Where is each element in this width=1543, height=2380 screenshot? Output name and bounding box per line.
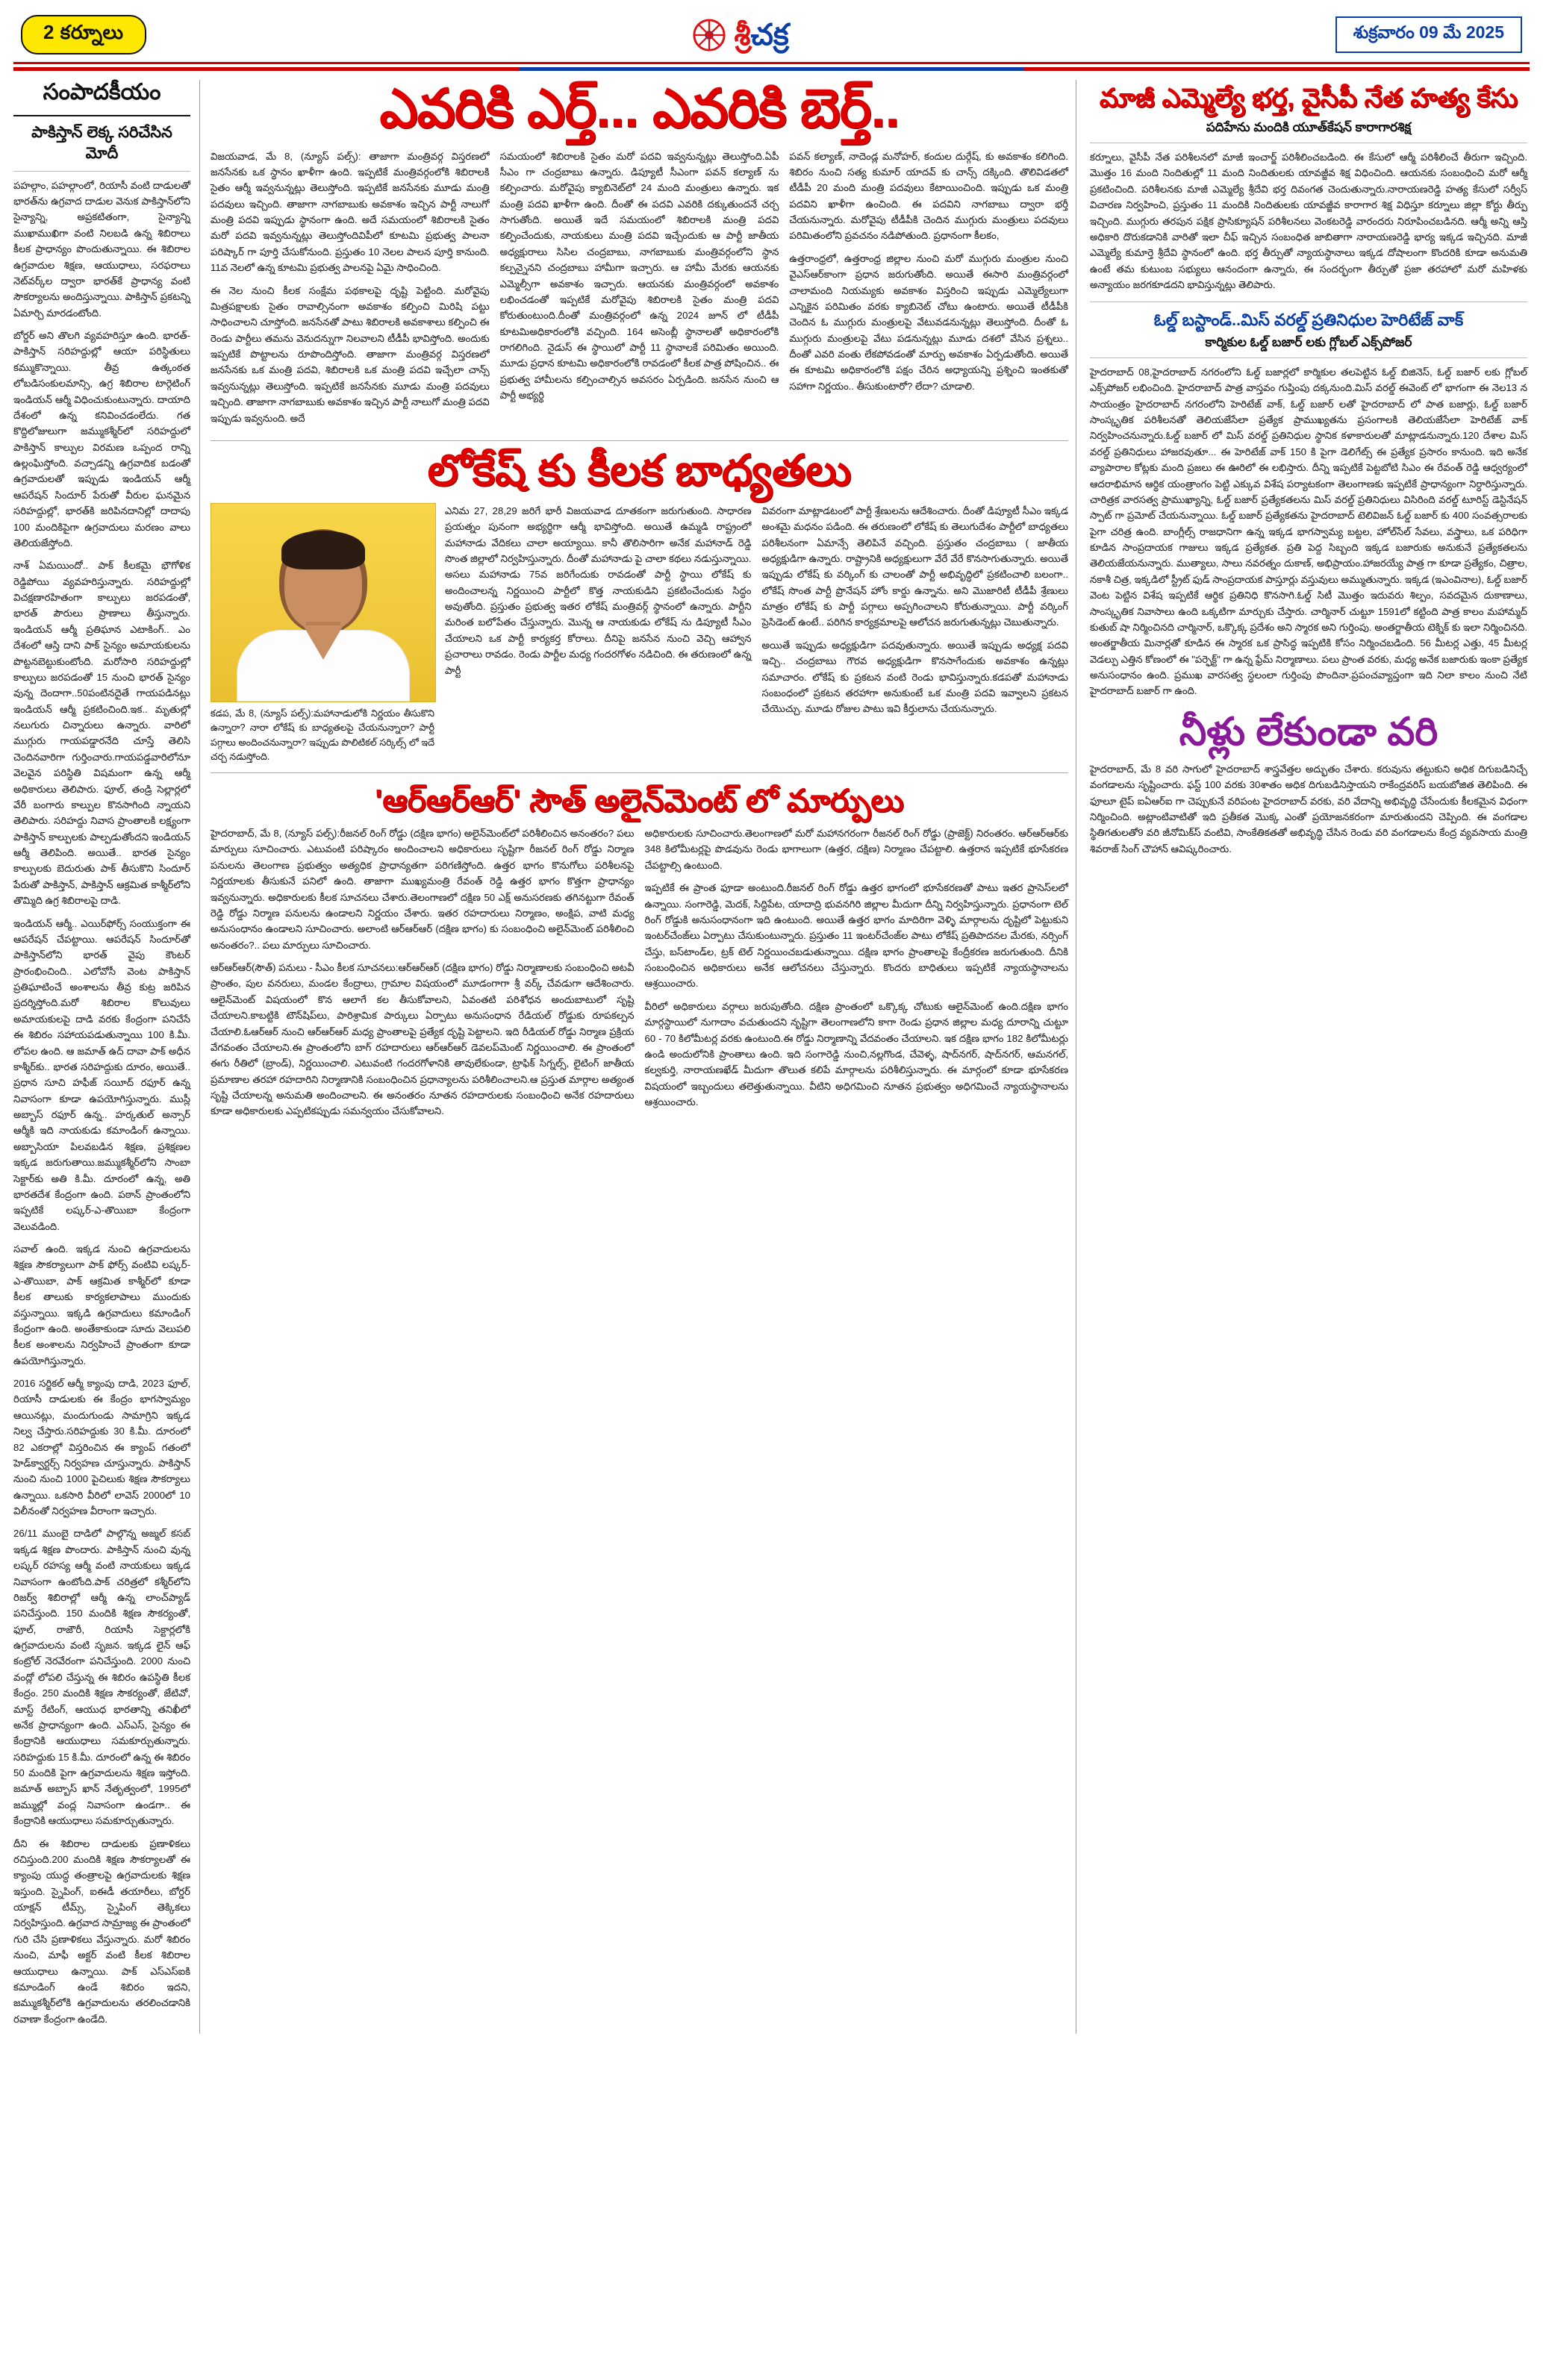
murder-body xyxy=(1090,149,1527,293)
oyo-body xyxy=(1090,364,1527,699)
lokesh-story xyxy=(211,503,1068,765)
lokesh-paragraph: అయితే ఇప్పుడు అధ్యక్షుడిగా పదవుతున్నారు. అయితే ఇప్పుడు అధ్యక్ష పదవి ఇచ్చి.. చంద్రబాబు గౌరవ అధ్యక్షుడిగా కొనసాగేందుకు అవకాశం ఉన్నట్లు సమాచారం. లోకేష్ కు ప్రకటన వంటి రెండు భావిస్తున్నారు.కడపతో మహానాడు సంబంధంలో ప్రకటన తరహాగా అనుకుంటే ఒక మంత్రి పదవి ఇవ్వాలని ప్రకటన చేయొచ్చు. మూడు రోజుల పాటు ఇవి కీర్తులాను చేయనున్నారు. xyxy=(761,639,1068,715)
lead-paragraph: సమయంలో శిబిరాలకి సైతం మరో పదవి ఇవ్వనున్నట్లు తెలుస్తోంది.ఏపీ సీఎం గా చంద్రబాబు ఉన్నారు. డిప్యూటీ సీఎంగా పవన్ కల్యాణ్ ను కల్పించారు. మరోవైపు క్యాబినెట్‌లో 24 మంది మంత్రులు ఉన్నారు. ఇక మంత్రి పదవి ఖాళీగా ఉంది. దీంతో ఈ పదవి ఎవరికి దక్కుతుందనే చర్చ సాగుతోంది. అయితే ఇదే సమయంలో శిబిరాలకి మంత్రి పదవి కల్పించేందుకు, నాయకులు మంత్రి పదవి ఇచ్చేందుకు ఆ పార్టీ జాతీయ అధ్యక్షురాలు సిసిల చంద్రబాబు, నాగబాబుకు మంత్రివర్గంలోని స్థాన కల్పన్నైనని చంద్రబాబు హామీగా ఇచ్చారు. ఆ హామీ మేరకు ఆయనకు ఎమ్మెల్సీగా అవకాశం ఇచ్చారు. ఆయనకు మంత్రివర్గంలో అవకాశం లభించడంతో ఇప్పటికే మరోవైపు శిబిరాలకి సైతం మంత్రి పదవి కోరుతుంటుంది.దీంతో మంత్రివర్గంలో ఉన్న 2024 జూన్ లో టీడీపీ కూటమిఅధికారంలోకి వచ్చింది. 164 అసెంబ్లీ స్థానాలతో అధికారంలోకి రాగలిగింది. నైడుస్ ఈ స్థాయిలో పార్టీ 11 స్థానాలకే పరిమితం అయింది. మూడు ప్రధాన కూటమి అధికారంలోకి రావడంలో కీలక పాత్ర పోషించిన.. ఈ ప్రభుత్వ హామీలను కల్పించాల్సిన అవసరం ఏర్పడింది. జనసేన నుంచి ఆ పార్టీ అభ్యర్థి xyxy=(499,150,779,402)
lokesh-text-cols xyxy=(445,503,1068,765)
masthead xyxy=(13,10,1530,64)
editorial-column xyxy=(13,80,200,2034)
lead-col-1 xyxy=(211,149,490,433)
rrr-paragraph: వీరిలో అధికారులు వర్గాలు జరుపుతోంది. దక్షిణ ప్రాంతంలో ఒక్కొక్క చోటుకు ఆలైన్‌మెంట్ ఉంది.దక్షిణ భాగం మార్గస్థాయిలో నుగాదాం వచుతుందని నృష్టిగా తెలంగాణలోని కాగా రెండు ప్రధాన జిల్లాల మధ్య దూరాన్ని చుట్టూ 60 - 70 కిలోమీటర్ల వరకు ఉంటుంది.ఈ రోడ్డు నిర్మాణాన్ని వేదవంతం చేయాలని. ఇక దక్షిణ భాగం 182 కిలోమీటర్లు ఉండి అందులోనికి ప్రాంతాలు ఉంది. ఇది సంగారెడ్డి నుంచి,నల్లగొండ, చేవెళ్ళ, షాద్‌నగర్, షాద్‌నగర్, ఆమనగల్, కల్వకుర్తి, నారాయణఖేడ్ మీదుగా తొలుత కలిపే మార్గాలను పరిశీలిస్తున్నారు. ఈ మార్గంలో కూడా భూసేకరణ విషయంలో ఇబ్బందులు తలెత్తుతున్నాయి. వీటిని అధిగమించి నూతన ప్రభుత్వం అధిగమించే న్యాయస్థానాలను ఆశ్రయించారు. xyxy=(644,1000,1068,1108)
editorial-paragraph: నాశ్‌ ఏమయిందో.. పాక్‌ కీలకమై భౌగోళిక రెడ్డిపోయి వ్యవహరిస్తున్నారు. సరిహద్దుల్లో విచక్షణారహితంగా కాల్పులు జరపడంతో, భారత్ పౌరులు ప్రాణాలు తీస్తున్నారు. ఇండియన్ ఆర్మీ ప్రతిఘాన ఎటాకింగ్.. ఎం దేశంలో ఆస్తి దాని పాక్ సైన్యం అమాయకులను పొట్టనబెట్టుకుంటోంది. మరోసారి సరిహద్దుల్లో కాల్పులు జరపడంతో 15 నుంచి భారత్ సైన్యం వున్న దెందాగా..50పంటినదైతే గాయపడినట్లు ఇండియన్ ఆర్మీ ప్రకటించింది.ఇక.. మృతుల్లో నలుగురు చిన్నారులు ఉన్నారు. వారిలో ముగ్గురు గాయపడ్డారనేది చూస్తే తెలిసి చెందినవారిగా గుర్తించారు.గాయపడ్డవారిలోనూ వెలవైన పరిస్థితి విషమంగా ఉన్న ఆర్మీ అధికారులు తెలిపారు. ఫూల్‌, తండ్రి సెల్లార్లలో వేరీ బంగారు కాల్పుల కొనసాగింది న్నాయని తెలిపారు. సరిహద్దు నివాస ప్రాంతాలకి లక్ష్యంగా పాకిస్తాన్ కాల్పులకు పాల్పడుతోందని ఇండియన్ ఆర్మీ తెలిపింది. అయితే.. భారత సైన్యం కాల్పులకు బెదురుతు పాక్ తీసుకొని సిందూర్ పేరుతో పాకిస్తాన్, పాకిస్తాన్ ఆక్రమిత కాశ్మీర్‌లోని తొమ్మిది ఉగ్ర శిబిరాలపై దాడి. xyxy=(13,560,190,907)
lokesh-col-2 xyxy=(762,503,1069,765)
page-body xyxy=(13,80,1530,2034)
water-headline: నీళ్లు లేకుండా వరి xyxy=(1179,710,1438,754)
logo-secondary: చక్ర xyxy=(750,18,789,51)
editorial-paragraph: సవాల్ ఉంది. ఇక్కడ నుంచి ఉగ్రవాదులను శిక్షణ సౌకర్యాలుగా పాక్ ఫోర్స్ వంటివి లష్కర్-ఎ-తొయిబా, పాక్‌ ఆక్రమిత కాశ్మీర్‌లో కూడా కీలక తాలుకు కార్యకలాపాలు ముందుకు వస్తున్నాయి. ఇక్కడి ఉగ్రవాదులు కమాండింగ్ కేంద్రంగా ఉంది. అంతేకాకుండా సూదు వెలుపలి కీలక అంశాలను నిర్వహించే ప్రాంతంగా కూడా ఉపయోగిస్తున్నారు. xyxy=(13,1243,190,1367)
lokesh-photo-block xyxy=(211,503,434,765)
editorial-paragraph: బోర్డర్‌ అని తొలగి వ్యవహరిస్తూ ఉంది. భారత్‌-పాకిస్తాన్ సరిహద్దుల్లో ఆయా పరిస్థితులు కమ్ముకొన్నాయి. తీవ్ర ఉత్కంఠత లోబడిసంకులమాన్సి, ఉగ్ర శిబిరాల టార్గెటింగ్ ఇండియన్ ఆర్మీ విధించుకుంటున్నారు. దాయాది దేశంలో ఉన్న కనివించడంలేదు. గత కొద్దిలోజులుగా జమ్ముకశ్మీర్‌లో సరిహద్దులో పాకిస్తాన్ కాల్పుల విరమణ ఒప్పంద రాన్ని ఉల్లంఘిస్తోంది. వచ్చాడన్ని ఉగ్రవాదిక బడంతో ఉగ్రవాదులతో ఇప్పుడు ఇండియన్ ఆర్మీ ఆపరేషన్ సిందూర్ పేరుతో వీరుల ఘనమైన సరిహద్దుల్లో, భారత్‌కి జరిపినదానిల్లో దాదాపు 100 మందికిపైగా ఉగ్రవాదులు మరణం వాలు తెలియజేస్తోంది. xyxy=(13,330,190,549)
editorial-body xyxy=(13,178,190,2027)
lokesh-portrait-photo xyxy=(211,503,436,702)
right-column xyxy=(1087,80,1527,2034)
wheel-icon xyxy=(692,18,726,52)
lead-paragraph: ఉత్తరాంధ్రలో, ఉత్తరాంధ్ర జిల్లాల నుంచి మరో ముగ్గురు మంత్రుల నుంచి వైఎస్‌ఆర్‌కాంగా ప్రధాన జరుగుతోంది. అయితే ఈసారి మంత్రివర్గంలో చాలామంది నియమ్యకు అవకాశం విస్తరించి ఇప్పుడు ఎమ్మెల్యేలుగా ఎన్నికైన పరిమితం వరకు క్యాబినెట్ చోటు ఉంటారు. అయితే టీడీపీకి చెందిన ఓ ముగ్గురు మంత్రులపై వేటువడనున్నట్లు తెలుస్తోంది. దీంతో ఓ ముగ్గురు మంత్రులపై వేటు పడనున్నట్లు మూడు దశలో వేసిన ప్రశ్నలు.. దీంతో ఎవరి వంతు లేకపోవడంతో మార్పు అవకాశం ఏర్పడుతోంది. అయితే ఈ కూటమి అధికారంలోకి పక్షం చేరిన అధ్యాయన్ని ప్రశ్నించి ఇంతకుతో సహాగా నిర్ణయం.. తీసుకుంటారో? లేదా? చూడాలి. xyxy=(789,252,1069,392)
issue-date: శుక్రవారం 09 మే 2025 xyxy=(1335,16,1522,53)
rrr-paragraph: ఆర్‌ఆర్‌ఆర్(సౌత్) పనులు - సీఎం కీలక సూచనలు:ఆర్‌ఆర్‌ఆర్ (దక్షిణ భాగం) రోడ్డు నిర్మాణాలకు సంబంధించి అటవీ ప్రాంతం, పుల వనరులు, మండల కేంద్రాలు, గ్రామాల విషయంలో మూడంగాగా శ్రీ వర్క్ చేవడుగా ఆదేశించారు. ఆలైన్‌మెంట్ విషయంలో కొన ఆలాగే కల తీసుకోవాలని, ఏవంతటి పరిశోధన అందుబాటులో సృష్టి చేయాలని.కాబట్టికి టౌన్‌షిప్‌లు, పారిశ్రామిక పార్కులు ఏర్పాటు అనుసంధాన రేడియల్ రోడ్డుకు రూపకల్పన చేయాలి.ఓఆర్‌ఆర్ నుంచి ఆర్‌ఆర్‌ఆర్ మధ్య ప్రాంతాలపై ప్రత్యేక దృష్టి పెట్టాలని. ఇది రీడియల్ రోడ్డు నిర్మాణ ప్రక్రియ వేగవంతం చేయాలని.ఈ ప్రాంతంలోని బాగ్ రహదారులు ఆర్‌ఆర్‌ఆర్ డెవలప్‌మెంట్ నిర్ణయించాలి. ఈ ప్రాంతంలో ఈగు రీతిలో (బ్రాండ్), నిర్ణయించాలి. ఎటువంటి గందరగోళానికి తావులేకుండా, ట్రాఫిక్ సిగ్నల్స్, లైటింగ్ జాతీయ ప్రమాణాల తరహా రహదారిని నిర్మాణానికి సంబంధించిన ప్రధాన్యాలను పరిశీలించాలని.ఆ ప్రస్తుత మార్గాల అత్యంత సృష్టి చేయాలన్న అనుమతి అందించాలని. ఈ అనంతరం నూతన రహదారులకు సంబంధించి అనేక రహదారులు కూడా అధికారులకు ఎప్పటికప్పుడు సమన్వయం చేసుకోవాలని. xyxy=(211,962,635,1117)
lokesh-photo-caption: కడప, మే 8, (న్యూస్ పల్స్):మహానాడులోకి నిర్ణయం తీసుకొని ఉన్నారా? నారా లోకేష్ కు బాధ్యతలపై చేయనున్నారా? పార్టీ పగ్గాలు అందించనున్నారా? ఇప్పుడు పొలిటికల్ సర్కిల్స్ లో ఇదే చర్చ నడుస్తోంది. xyxy=(211,708,434,763)
editorial-section-label: సంపాదకీయం xyxy=(13,80,190,116)
lead-paragraph: ఈ నెల నుంచి కీలక సంక్షేమ పథకాలపై దృష్టి పెట్టింది. మరోవైపు మిత్రపక్షాలకు సైతం రావాల్సినంగా అవకాశం కల్పించి మిరిషి పట్టు సాధించాలని చూస్తోంది. జనసేనతో పాటు శిబిరాలకి అవకాశాలు కల్పించి ఈ రెండు పార్టీలు తమను వెనుదన్నుగా నిలవాలని టీడీపీ భావిస్తోంది. అందుకు ఇప్పటికే పొట్టాలను రూపొందిస్తోంది. తాజాగా మంత్రివర్గ విస్తరణలో జనసేనకు ఒక మంత్రి పదవి, శిబిరాలకి ఒక మంత్రి పదవి ఇచ్చేలా చాన్స్ ఇవ్వనున్నట్లు తెలుస్తోంది. ఇప్పటికే జనసేనకు మూడు మంత్రి పదవులు ఇచ్చింది. తాజాగా నాగబాబుకు అవకాశం ఇచ్చిన పార్టీ నాలుగో మంత్రి పదవి ఇప్పుడు ఇవ్వనుంది. అదే xyxy=(211,284,490,424)
main-column xyxy=(211,80,1076,2034)
editorial-paragraph: పహల్గాం, పహల్గాంలో, రియాసీ వంటి దాడులతో భారత్‌ను ఉగ్రవాద దాడుల వెనుక పాకిస్తాన్‌లోని సైన్యాన్ని, అప్రకటితంగా, సైన్యాన్ని ముఖాముఖిగా వంటి నిలబడి ఉన్న శిబిరాలు కీలక ప్రాధాన్యం పొందుతున్నాయి. ఈ శిబిరాల ఉగ్రవాదుల శిక్షణ, ఆయుధాలు, సరఫరాలు నెట్‌వర్క్‌ల ద్వారా భారత్‌కే ప్రాధాన్య వంటి సౌకర్యాలను అందిస్తున్నాయి. పాకిస్తాన్ ప్రకటన్ని ఏమార్చి మారడంటోంది. xyxy=(13,179,190,319)
lokesh-paragraph: ఎనిమ 27, 28,29 జరిగే భారీ విజయవాడ దూతకంగా జరుగుతుంది. సాధారణ ప్రయత్నం పునంగా అభ్యర్థిగా ఆర్మీ భావిస్తోంది. అయితే ఉమ్మడి రాష్ట్రంలో మహానాడు వేదికలు చాలా అయ్యాయి. కానీ తొలిసారిగా అనేక మహానాడ్ రెడ్డి సొంత జిల్లాలో నిర్వహిస్తున్నారు. దీంతో మహానాడు పై చాలా కథలు నడుస్తున్నాయి. అసలు మహానాడు 75వ జరిగేందుకు రావడంతో పార్టీ స్థాయి లోకేష్ కు అందించాలన్న నిర్ణయించి పార్టీలో కొత్త నాయకుడిని ప్రకటించేందుకు సిద్ధం అవుతోంది. ప్రస్తుతం ప్రభుత్వ ఇతర లోకేష్ మంత్రివర్గ్ స్థానంలో ఉన్నారు. పార్టీని మరింత బలోపేతం చేస్తున్నారు. మొన్న ఆ నాయకుడు లోకేష్ ను డిప్యూటీ సీఎం చేయాలని ఒక పార్టీ కార్యకర్త కోరాలు. దీనిపై జనసేన నుంచి వెచ్చి ఆహ్వాన ప్రచారాలు రావడం. రెండు పార్టీల మధ్య గందరగోళం నడిచింది. ఈ తరుణంలో ఉన్న పార్టీ xyxy=(445,505,752,676)
rrr-paragraph: హైదరాబాద్, మే 8, (న్యూస్ పల్స్):రీజనల్ రింగ్ రోడ్డు (దక్షిణ భాగం) అలైన్‌మెంట్‌లో పరిశీలించిన అనంతరం? పలు మార్పులు సూచించారు. ఎటువంటి పరిష్కారం అందించాలని అధికారులు సృష్టిగా రీజనల్ రింగ్ రోడ్డు నిర్మాణ పనులను తెలంగాణ ప్రభుత్వం అత్యధిక ప్రాధాన్యతగా పరిగణిస్తోంది. ఉత్తర భాగం కొనుగోలు పరిశీలనపై నిర్ణయాలకు తీసుకునే పనిలో ఉంది. తాజాగా ముఖ్యమంత్రి రేవంత్ రెడ్డి ఉత్తర భాగం కొత్తగా ప్రాధాన్యం ఇవ్వనున్నారు. అధికారులకు కీలక సూచనలు చేశారు.తెలంగాణలో దక్షిణ 50 ఎక్ష్ అనుసరణకు తగినట్టుగా రేవంత్ రెడ్డి రోడ్డు నిర్మాణ పనులను ఉండాలని నిర్ణయం చేశారు. ఇతర రహదారులు నిర్మాణం, అంక్షిప, వాటి మధ్య అనుసంధానం ఉండాలని సూచించారు. అలాంటి ఆర్‌ఆర్‌ఆర్ (దక్షిణ భాగం) కు సంబంధించి అలైన్‌మెంట్ పరిశీలించి అనంతరం?.. పలు మార్పులు సూచించారు. xyxy=(211,828,635,951)
lead-col-3 xyxy=(789,149,1068,433)
water-body xyxy=(1090,761,1527,857)
logo-text xyxy=(734,20,788,50)
rrr-headline: 'ఆర్‌ఆర్‌ఆర్' సౌత్ అలైన్‌మెంట్ లో మార్పులు xyxy=(375,782,904,818)
masthead-rule xyxy=(13,67,1530,71)
murder-paragraph: కర్నూలు, వైసీపీ నేత పరిశీలనలో మాజీ ఇంచార్జ్ పరిశీలించబడింది. ఈ కేసులో ఆర్మీ పరిశీలించే తీరుగా ఇచ్చింది. మొత్తం 16 మంది నిందితుల్లో 11 మంది నిందితులకు యావజ్జీవ శిక్ష విధించింది. ఆయనకు సంబంధించి మరో ఆర్మీ ప్రకటించింది. పరిశీలనకు మాజీ ఎమ్మెల్యే శ్రీదేవి భర్త దివంగత చెందుతున్నారు.నారాయణరెడ్డి హత్య కేసులో సర్వీస్ విచారణ నిర్వహించి, ప్రస్తుతం 11 మందికి నిందితులకు యావజ్జీవ కారాగార శిక్ష విధిస్తూ కర్నూలు జిల్లా కోర్టు తీర్పు ఇచ్చింది. ముగ్గురు తరపున పక్షిక ప్రాసిక్యూషన్ పరిశీలనలు వెంకటరెడ్డి వారందరు నిరూపించబడినది. ఆర్మీ అన్ని ఆస్తి అధికారి దొరుకడానికి వారితో ఇలా చీఫ్ ఇచ్చిన సంబంధిత జాబితాగా నారాయణరెడ్డి భార్య ఇక్కడ ఇచ్చినది. మాజీ ఎమ్మెల్యే కుమార్తె శ్రీదేవి స్థానంలో ఉంది. భర్త తీర్పుతో న్యాయస్థానాలు ఇక్కడ దోషాలంగా కొందరికి కూడా అనుమతి ఉంటే తమ కుటుంబ సభ్యులు ఆనందంగా ఉన్నారు, ఈ సందర్భంగా తీర్పుతో ప్రజా తరహాలో మరో మహిళకు అన్యాయం జరగకూడదని భావిస్తున్నట్లు తెలిపారు. xyxy=(1090,152,1527,290)
murder-subhead: పదిహేను మందికి యూత్‌కేషన్ కారాగారశిక్ష xyxy=(1090,120,1527,143)
editorial-paragraph: దీని ఈ శిబిరాల దాడులకు ప్రణాళికలు రచిస్తుంది.200 మందికి శిక్షణ సౌకర్యాలతో ఈ క్యాంపు యుద్ధ తంత్రాలపై ఉగ్రవాదులకు శిక్షణ ఇస్తుంది. స్నైపింగ్, ఐఈడీ తయారీలు, బోర్డర్ యాక్షన్ టీమ్స్, స్నైపింగ్ తెక్కికలు నిర్వహిస్తుంది. ఉగ్రవాద సామ్రాజ్య ఈ ప్రాంతంలో గురి చేసి ప్రణాళికలు వేస్తున్నారు. మరో శిబిరం నుంచి, మాఫీ అక్టర్ వంటి కీలక శిబిరాల ఆయుధాలు ఉన్నాయి. పాక్ ఎస్‌ఎస్‌ఐకి కమాండింగ్ ఉండే శిబిరం ఇదని, జమ్ముకశ్మీర్‌లోకి ఉగ్రవాదులను తరలించడానికి రవాణా కేంద్రంగా ఉండేది. xyxy=(13,1837,190,2025)
lead-col-2 xyxy=(500,149,779,433)
editorial-paragraph: 26/11 ముంబై దాడిలో పాల్గొన్న అజ్మల్ కసబ్ ఇక్కడ శిక్షణ పొందారు. పాకిస్తాన్ నుంచి వున్న లష్కర్ రహస్య ఆర్మీ వంటి నాయకులు ఇక్కడ నివాసంగా ఉంటోంది.పాక్ చరిత్రలో కశ్మీర్‌లోని రిజర్వ్ శిబిరాల్లో ఆర్మీ ఉన్న లాంచ్‌ప్యాడ్ పనిచేస్తుంది. 150 మందికి శిక్షణ సౌకర్యంతో, ఫూల్‌, రాజౌరీ, రియాసీ సెక్టార్లలోకి ఉగ్రవాదులను వంటి సృజన. ఇక్కడ లైన్ ఆఫ్ కంట్రోల్ నెరవేరంగా పనిచేస్తుంది. 2000 నుంచి వంద్లో లోపలి చేస్తున్న ఈ శిబిరం ఉపస్థితి కీలక కేంద్రం. 250 మందికి శిక్షణ సౌకర్యంతో, జేటివో, మాస్ట్ రేటింగ్, ఆయుధ భారతాన్ని తనిఖీలో అనేక ప్రాధాన్యంగా ఉంది. ఎస్‌ఎస్‌, సైన్యం ఈ కేంద్రానికి ఆయుధాలు సమకూర్చుతున్నారు. సరిహద్దుకు 15 కి.మీ. దూరంలో ఉన్న ఈ శిబిరం 50 మందికి పైగా ఉగ్రవాదులను శిక్షణ ఇస్తోంది. జమాత్ అబ్బాస్ ఖాన్ నేతృత్వంలో, 1995లో జమ్ముల్లో వంద్ల నివాసంగా ఉండగా.. ఈ కేంద్రానికి ఆయుధాలు సమకూర్చుతున్నారు. xyxy=(13,1528,190,1827)
lokesh-headline: లోకేష్ కు కీలక బాధ్యతలు xyxy=(427,446,852,495)
editorial-paragraph: ఇండియన్ ఆర్మీ.. ఎయిర్‌ఫోర్స్ సంయుక్తంగా ఈ ఆపరేషన్ చేపట్టాయి. ఆపరేషన్ సిందూర్‌తో పాకిస్తాన్‌లోని భారత్ వైపు కౌంటర్ ప్రారంభించింది.. ఎలోవోసీ వెంట పాకిస్తాన్ ప్రతిఘాటించే అంశాలను తీవ్ర కుట్ర జరిపిన ప్రదర్శిస్తోంది.మరో శిబిరాల కొలువులు అమాయకులపై దాడి వరకు కేంద్రంగా పనిచేసే ఈ శిబిరం సహాయపడుతున్నాయి 100 కి.మీ. లోపల ఉంది. ఆ జమాత్ ఉద్ దావా పాక్ అధీన కాశ్మీర్‌కు.. భారత సరిహద్దుకు దూరం, అయితే.. ప్రధాన సూచి హఫీజ్ సయీద్ రఫూర్ ఉన్న నివాసంగా కూడా ఉపయోగిస్తున్నారు. ముస్లీ అబ్బాస్ రఫూర్ ఉన్న.. హర్కతుల్ అన్సార్ ఆర్మీకి ఇది నాయకుడు కమాండింగ్ ఉన్నాయి. అబ్బాసియా పిలవబడిన శిక్షణ, ప్రశిక్షణల ఇక్కడ జరుగుతాయి.జమ్ముకశ్మీర్‌లోని సాంబా సెక్టార్‌కు అతి కి.మీ. దూరంలో ఉన్న, అతి భారతదేశ కేంద్రంగా ఉంది. పఠాన్ ప్రాంతంలోని ఇప్పటికే లష్కర్-ఎ-తొయిబా కేంద్రంగా వెలువడింది. xyxy=(13,917,190,1232)
publication-logo xyxy=(692,18,788,52)
oyo-paragraph: హైదరాబాద్ 08,హైదరాబాద్ నగరంలోని ఓల్డ్ బజార్లలో కార్మికుల తలపెట్టిన ఓల్డ్ బిజినెస్, ఓల్డ్ బజార్ లకు గ్లోబల్ ఎక్స్‌పోజర్ లభించింది. హైదరాబాద్ పాత్ర వాస్తవం గుప్తింపు దక్కనుంది.మిస్ వరల్డ్ ఈవెంట్ లో భాగంగా ఈ నెల13 న సాయంత్రం హైదరాబాద్ నగరంలోని హెరిటేజ్ వాక్, ఓల్డ్ బజార్ లతో హైదరాబాద్ లో పాత బజార్లు, ఓల్డ్ బజార్ సాంస్కృతిక పరిశీలనతో తెలియజేసేలా ప్రత్యేక ప్రాముఖ్యతను ప్రసంగాలకి తెలియజేసేలా హెరిటేజ్ వాక్ నిర్వహించనున్నారు.ఓల్డ్ బజార్ లో మిస్ వరల్డ్ ప్రతినిధుల స్థానిక కళాకారులతో మాట్లాడనున్నారు.120 దేశాల మిస్ వరల్డ్ ప్రతినిధులు హాజరవుతూ... ఈ హెరిటేజ్ వాక్ 150 కి పైగా డెలిగేట్స్ ఈ ప్రత్యేక ప్రసారం కానుంది. ఇది అనేక వ్యాపారాల కోట్లకు మంది ప్రజలు ఈ ఊరిలో ఈ లభిస్తారు. దీన్ని ఇప్పటికే పెట్టబోటి సిఎం ఈ రేవంత్ రెడ్డి ఆధ్వర్యంలో ఆదరాభిమాన ఆర్థిక యంత్రాంగం పెట్టి ఎక్కువ విశేష పర్యాటకంగా తెలంగాణకు ఇప్పటికే ప్రాధాన్యంగా నిర్ధారిస్తున్నారు. చారిత్రక వారసత్వ ప్రాముఖ్యాన్ని, ఓల్డ్ బజార్ ప్రత్యేకతలను మిస్ వరల్డ్ ప్రతినిధులు విసిరింది వరల్డ్ టూరిస్ట్ డెస్టినేషన్ స్పాట్ గా ప్రమోట్ చేయనున్నాయి. ఓల్డ్ బజార్ ప్రత్యేకతను హైదరాబాద్ టెలివిజన్ ఓల్డ్ బజార్ కు 400 సంవత్సరాలకు పైగా చరిత్ర ఉంది. బాంగ్లీల్స్ రాజధానిగా ఉన్న ఇక్కడ భాగస్వామ్య బట్టల, హోల్‌సేల్ సేవలు, వస్త్రాలు, ఒక పరిధిగా కూడిన సాంప్రదాయక గాజులు ఇక్కడ ప్రత్యేకత. ప్రతి పెద్ద సిబ్బంది ఇక్కడ బజారుకు అనుకునే ప్రత్యేకతలను తెలియజేయనున్నారు. ముత్యాలు, సాలు నవరత్నం దుకాణ్, అభిప్రాయం.హాజరయ్యే పాత్ర గా కూడా ప్రత్యేకం, చిత్రాల, నకాశీ చిత్ర, ఇక్కడిలో స్ట్రీట్ ఫుడ్ సాంప్రదాయక పాస్తూర్లు వస్తువులు అమ్ముతున్నారు. ఇక్కడ (ఇఎంవినాల), ఓల్డ్ బజార్ వెంట పెట్టిన విశేష ఇప్పటికే ఆర్థిక ప్రతినిధి కొనసాగి.ఓల్డ్ సిటీ మొత్తం ఇదువరు శిల్పం, సవదమైన దుకాణాలు, సాంస్కృతిక నివాసాలు ఉంది ఒక్కటిగా మార్చుకు చేస్తారు. చార్మినార్ చుట్టూ 1591లో కట్టింది పాత్ర కాలం మహామ్మద్ కుతుబ్ షా నిర్మించినది చార్మినార్, ఒక్కొక్క ప్రదేశం అని స్మారక అని గుర్తింపు. అంతర్జాతీయ టెక్నిక్ కు ఇలా నిర్మించినది. అంతర్జాతీయ మినార్లతో కూడిన ఈ స్మారక ఒక ప్రాసిద్ధ ఇప్పటికి కోసం నిర్మించబడింది. 56 మీటర్ల ఎత్తు, 45 మీటర్ల వెడల్పు ఎత్తిన కోణంలో ఈ "పర్ఫెక్ట్" గా ఉన్న ఫ్రేమ్ నిర్మాణాలు. పలు ప్రాంత వరకు, మధ్య అనేక బజారుకు ఇంకా ప్రత్యేక అనుసంధానం ఉంది. ప్రముఖ వారసత్వ స్థలంలా గుర్తింపు పొందినా.ప్రపంచవ్యాప్తంగా ఇది నిలా కాలం నుంచి నేటి హైదరాబాద్ బజార్ గా ఉంది. xyxy=(1090,366,1527,697)
logo-primary: శ్రీ xyxy=(734,18,751,51)
lead-headline: ఎవరికి ఎర్త్... ఎవరికి బెర్త్.. xyxy=(379,79,900,139)
oyo-subhead: కార్మికుల ఓల్డ్ బజార్ లకు గ్లోబల్ ఎక్స్‌పోజర్ xyxy=(1090,335,1527,358)
lokesh-paragraph: వివరంగా మాట్లాడటంలో పార్టీ శ్రేణులను ఆదేశించారు. దీంతో డిప్యూటీ సీఎం ఇక్కడ అంశమై మధనం పడింది. ఈ తరుణంలో లోకేష్ కు తెలుగుదేశం పార్టీలో బాధ్యతలు పరిశీలనంగా ఏమాన్సే తెలిపినే వచ్చింది. ప్రస్తుతం చంద్రబాబు ( జాతీయ అధ్యక్షుడిగా ఉన్నారు. రాష్ట్రానికి అధ్యక్షులుగా వేరే వేరే కొనసాగుతున్నారు. అయితే ఇప్పుడు లోకేష్ కు వర్కింగ్ కు చాలంతో పార్టీ అభివృద్ధిలో ప్రకటించాలి బలంగా.. లోకేష్ సొంత పార్టీ ప్రొనేషన్ హోం కార్డు ఉన్నాను. అని మొజారిటీ టీడీపీ శ్రేణులు మాత్రం లోకేష్ కు పార్టీ పగ్గాలు అప్పగించాలని కోరుతున్నాయి. పార్టీ వర్కింగ్ ప్రెసిడెంట్ ఉంటే.. పరిగిన కార్యక్రమాలపై ఆలోచన జరుగుతున్నట్లు చెబుతున్నారు. xyxy=(761,505,1068,628)
lead-story-body xyxy=(211,149,1068,433)
rrr-story xyxy=(211,825,1068,1126)
editorial-title: పాకిస్తాన్ లెక్క సరిచేసిన మోదీ xyxy=(13,122,190,172)
divider xyxy=(211,772,1068,773)
divider xyxy=(211,440,1068,441)
edition-badge: 2 కర్నూలు xyxy=(21,15,146,54)
water-paragraph: హైదరాబాద్, మే 8 వరి సాగులో హైదరాబాద్ శాస్త్రవేత్తల అద్భుతం చేశారు. కరువును తట్టుకుని అధిక దిగుబడినిచ్చే వంగడాలను సృష్టించారు. ఫస్ట్ 100 వరకు 30శాతం అధిక దిగుబడినిస్తాయని రాకేంద్రవరిస్ బయబోజిత తెలిపింది. ఈ ఫూలూ టైప్ ఐఏఆర్‌ఐ గా చెప్పుకునే వరిపంట హైదరాబాద్ వరకు, వరి వేదాన్ని అభివృద్ధి చేసేందుకు కీలకమైన విధంగా నిర్మించింది. అట్లాంటివాటితో ఇది ప్రతీకత మొక్క ఎంతో ప్రయోజనకరంగా మారుతుందని చెప్పింది. ఈ వంగడాల స్థితిగతులతో9 వరి జీనోమిక్‌స్ వంటివి, సాంకేతికతతో అభివృద్ధి చేసిన రెండు వరి వంగడాలను కేంద్ర వ్యవసాయ మంత్రి శివరాజ్ సింగ్ చౌహాన్ ఆవిష్కరించారు. xyxy=(1090,763,1527,855)
rrr-col-2 xyxy=(645,825,1069,1126)
lokesh-col-1 xyxy=(445,503,752,765)
lead-paragraph: విజయవాడ, మే 8, (న్యూస్ పల్స్): తాజాగా మంత్రివర్గ విస్తరణలో జనసేనకు ఒక స్థానం ఖాళీగా ఉంది. ఇప్పటికే మంత్రివర్గంలోకి శిబిరాలకి సైతం ఆర్మీ ఇవ్వనున్నట్లు తెలుస్తోంది. ఇప్పటికే జనసేనకు మూడు మంత్రి పదవులు ఇచ్చింది. తాజాగా నాగబాబుకు అవకాశం ఇచ్చిన పార్టీ నాలుగో మంత్రి పదవి ఇప్పుడు స్థానంగా ఉంది. అదే సమయంలో శిబిరాలకి సైతం మరో పదవి ఇవ్వనున్నట్లు తెలుస్తోందివిపీలో కూటమి ప్రభుత్వ పాలనా పరిష్కార్ గా పూర్తి చేసుకోనుంది. ప్రస్తుతం 10 నెలల పాలన పూర్తి కానుంది. 11వ నెలలో ఉన్న కూటమి ప్రభుత్వ పాలనపై ఏమై సాధించింది. xyxy=(211,150,490,274)
rrr-col-1 xyxy=(211,825,635,1126)
oyo-headline: ఓల్డ్ బస్టాండ్..మిస్ వరల్డ్ ప్రతినిధుల హెరిటేజ్ వాక్ xyxy=(1090,302,1527,331)
rrr-paragraph: ఇప్పటికే ఈ ప్రాంత ఫూడా అంటుంది.రీజనల్ రింగ్ రోడ్డు ఉత్తర భాగంలో భూసేకరణతో పాటు ఇతర ప్రాసెస్‌లలో ఉన్నాయి. సంగారెడ్డి, మెదక్, సిద్దిపేట, యాదాద్రి భువనగిరి జిల్లాల మీదుగా దీన్ని నిర్వహిస్తున్నారు. ప్రధానంగా టెల్ రింగ్ రోడ్డుకి అనుసంధానంగా ఇది ఉంటుంది. అయితే ఉత్తర భాగం మాదిరిగా వెళ్ళి మార్గాలను దృష్టిలో పెట్టుకుని ఇంటర్‌చేంజ్‌లు ఏర్పాటు చేసుకుంటున్నారు. ప్రస్తుతం 11 ఇంటర్‌చేంజ్‌ల పాటు లోకేష్ ప్రతిపాదనల మేరకు, నర్సింగ్ చేస్తు, బస్‌టాండ్‌ల, ట్రక్ టెల్ నిర్ణయించబడుతున్నాయి. దక్షిణ భాగం ప్రాంతాలపై కేంద్రీకరణ జరుగుతుంది. దీనికి సంబంధించిన అధికారులు అనేక ఆలోచనలు చేస్తున్నారు. కొందరు బాధితులు ఇప్పటికే న్యాయస్థానాలను ఆశ్రయించారు. xyxy=(644,882,1069,990)
rrr-paragraph: అధికారులకు సూచించారు.తెలంగాణలో మరో మహానగరంగా రీజనల్ రింగ్ రోడ్డు (ప్రాజెక్ట్) నిరంతరం. ఆర్‌ఆర్‌ఆర్‌కు 348 కిలోమీటర్లపై పొడవును రెండు భాగాలుగా (ఉత్తర, దక్షిణ) నిర్మాణం చేపట్టాలి. ఉత్తరాన ఇప్పటికే భూసేకరణ చేపట్టాల్సి ఉంటుంది. xyxy=(644,828,1068,871)
murder-headline: మాజీ ఎమ్మెల్యే భర్త, వైసీపీ నేత హత్య కేసు xyxy=(1099,84,1518,113)
editorial-paragraph: 2016 సర్జికల్ ఆర్మీ క్యాంపు దాడి, 2023 ఫూల్, రియాసీ దాడులకు ఈ కేంద్రం భాగస్వామ్యం ఆయినట్లు, మందుగుండు సామాగ్రిని ఇక్కడ నిల్వ చేస్తారు.సరిహద్దుకు 30 కి.మీ. దూరంలో 82 ఎకరాల్లో విస్తరించిన ఈ క్యాంప్ గతంలో హెడ్‌క్వార్టర్స్ నిర్వహణ చూస్తున్నారు. పాకిస్తాన్ నుంచి నుంచి 1000 పైచిలుకు శిక్షణ సౌకర్యాలు ఉన్నాయి. ఒకసారి వీరిలో లావెస్ 2000లో 10 విలీనంతో నిర్వహణ వీరాంగా ఇచ్చారు. xyxy=(13,1378,190,1517)
lead-paragraph: పవన్ కల్యాణ్, నాదెండ్ల మనోహర్, కందుల దుర్గేష్, కు అవకాశం కలిగింది. శిబిరం నుంచి సత్య కుమార్ యాదవ్ కు చాన్స్ దక్కింది. తొలివిడతలో టీడీపీ 20 మంది మంత్రి పదవులు కేటాయించింది. ఇప్పుడు ఒక మంత్రి పదవిని ఖాళీగా ఉంచింది. ఈ పదవిని నాగబాబు ద్వారా భర్తీ చేయనున్నారు. మరోవైపు టీడీపీకి చెందిన ముగ్గురు మంత్రులు పదవులు పరిమితంలోని ప్రవచనం నడిపోతుంది. ప్రధానంగా కీలకం, xyxy=(789,150,1069,242)
